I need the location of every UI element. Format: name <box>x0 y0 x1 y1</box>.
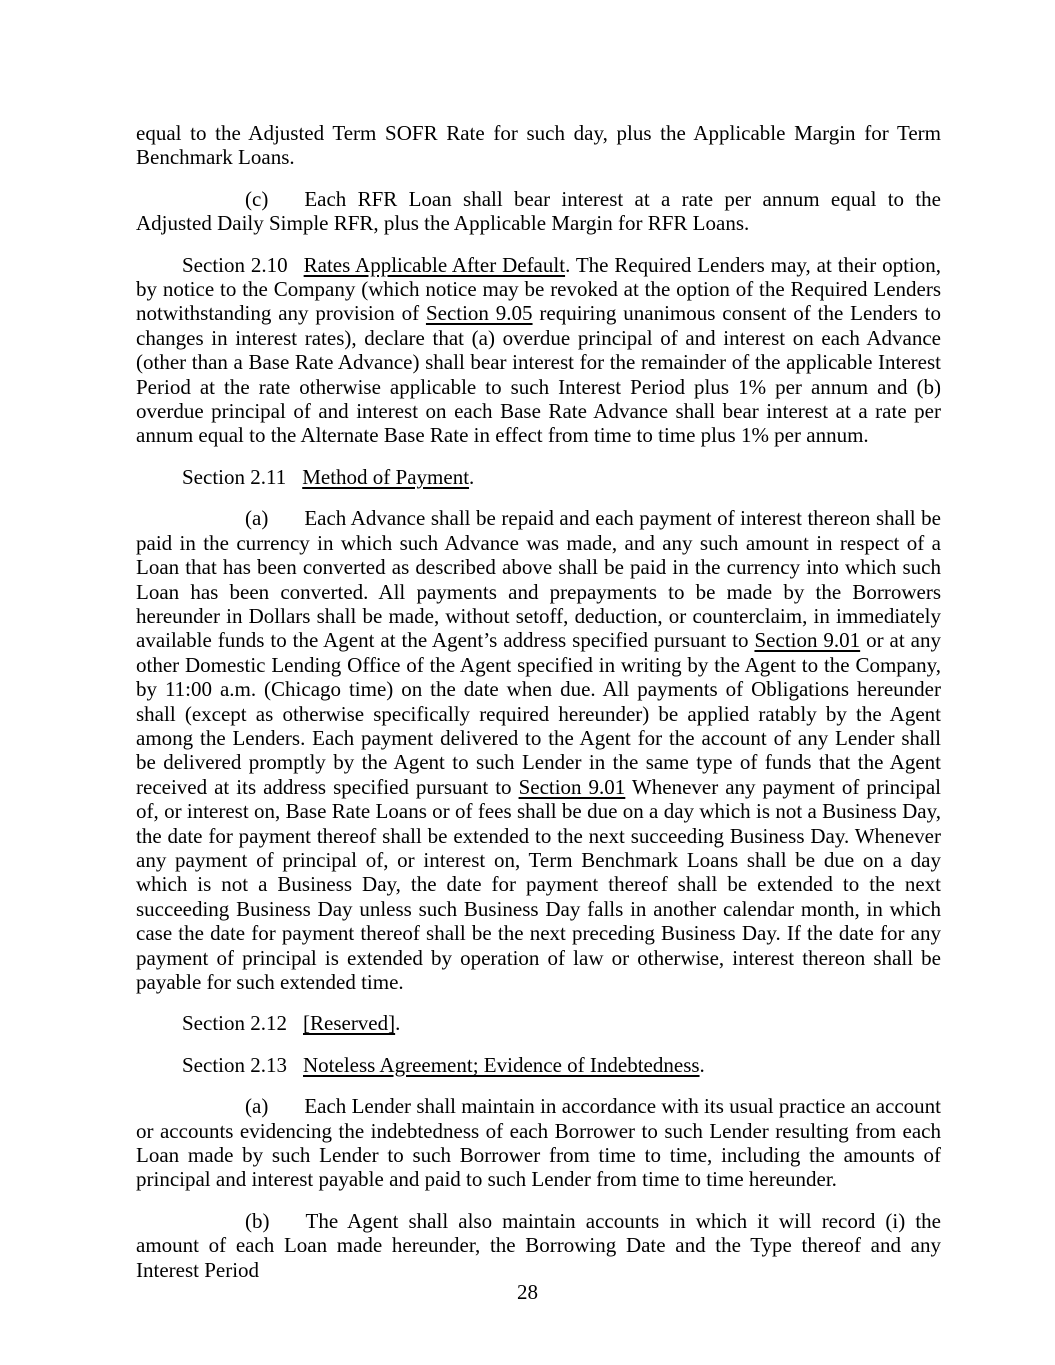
section-cross-reference: Section 9.01 <box>518 774 626 799</box>
section-2-11-heading <box>136 465 941 489</box>
paragraph-marker: (b) <box>245 1208 270 1233</box>
paragraph-marker: (a) <box>245 506 269 531</box>
section-title: Method of Payment <box>302 464 470 489</box>
section-title: Rates Applicable After Default <box>303 252 566 277</box>
section-label: Section 2.13 <box>182 1052 287 1077</box>
paragraph-marker: (a) <box>245 1094 269 1119</box>
section-label: Section 2.12 <box>182 1011 287 1036</box>
paragraph-text: Whenever any payment of principal of, or interest on, Base Rate Loans or of fees shall be due on a day which is not a Business Day, the date for payment thereof shall be extended to the next succeeding Business Day. Whenever any payment of principal of, or interest on, Term Benchmark Loans shall be due on a day which is not a Business Day, the date for payment thereof shall be extended to the next succeeding Business Day unless such Business Day falls in another calendar month, in which case the date for payment thereof shall be the next preceding Business Day. If the date for any payment of principal is extended by operation of law or otherwise, interest thereon shall be payable for such extended time. <box>136 774 941 994</box>
paragraph-text: or at any other Domestic Lending Office of the Agent specified in writing by the Agent to the Company, by 11:00 a.m. (Chicago time) on the date when due. All payments of Obligations hereunder shall (except as otherwise specifically required hereunder) be applied ratably by the Agent among the Lenders. Each payment delivered to the Agent for the account of any Lender shall be delivered promptly by the Agent to such Lender in the same type of funds that the Agent received at its address specified pursuant to <box>136 628 941 799</box>
paragraph-text: Each RFR Loan shall bear interest at a rate per annum equal to the Adjusted Daily Simple RFR, plus the Applicable Margin for RFR Loans. <box>136 186 941 236</box>
section-label: Section 2.10 <box>182 252 288 277</box>
section-label: Section 2.11 <box>182 464 287 489</box>
section-title-period: . <box>395 1011 401 1036</box>
paragraph-text: Each Advance shall be repaid and each payment of interest thereon shall be paid in the currency in which such Advance was made, and any such amount in respect of a Loan that has been converted as described above shall be paid in the currency into which such Loan has been converted. All payments and prepayments to be made by the Borrowers hereunder in Dollars shall be made, without setoff, deduction, or counterclaim, in immediately available funds to the Agent at the Agent’s address specified pursuant to <box>136 506 941 653</box>
paragraph-text: The Agent shall also maintain accounts in which it will record (i) the amount of each Loan made hereunder, the Borrowing Date and the Type thereof and any Interest Period <box>136 1208 941 1282</box>
section-2-13-heading <box>136 1053 941 1077</box>
section-title-period: . <box>699 1052 705 1077</box>
section-title: [Reserved] <box>303 1011 396 1036</box>
page-number: 28 <box>517 1280 538 1304</box>
paragraph-2-13-b <box>136 1209 941 1282</box>
paragraph-marker: (c) <box>245 186 269 211</box>
paragraph-2-13-a <box>136 1094 941 1192</box>
section-cross-reference: Section 9.05 <box>425 301 533 326</box>
section-2-10-paragraph <box>136 253 941 448</box>
section-title-period: . <box>469 464 475 489</box>
paragraph-2-9-c <box>136 187 941 236</box>
paragraph-2-11-a <box>136 506 941 994</box>
section-cross-reference: Section 9.01 <box>754 628 861 653</box>
paragraph-text: . The Required Lenders may, at their option, by notice to the Company (which notice may be revoked at the option of the Required Lenders notwithstanding any provision of <box>136 252 942 326</box>
section-title: Noteless Agreement; Evidence of Indebtedness <box>303 1052 700 1077</box>
paragraph-text: Each Lender shall maintain in accordance with its usual practice an account or accounts evidencing the indebtedness of each Borrower to such Lender resulting from each Loan made by such Lender to such Borrower from time to time, including the amounts of principal and interest payable and paid to such Lender from time to time hereunder. <box>136 1094 941 1192</box>
section-2-12-heading <box>136 1011 941 1035</box>
paragraph-continuation <box>136 121 941 170</box>
paragraph-text: equal to the Adjusted Term SOFR Rate for such day, plus the Applicable Margin for Term Benchmark Loans. <box>136 121 941 170</box>
paragraph-text: requiring unanimous consent of the Lenders to changes in interest rates), declare that (a) overdue principal of and interest on each Advance (other than a Base Rate Advance) shall bear interest for the remainder of the applicable Interest Period at the rate otherwise applicable to such Interest Period plus 1% per annum and (b) overdue principal of and interest on each Base Rate Advance shall bear interest at a rate per annum equal to the Alternate Base Rate in effect from time to time plus 1% per annum. <box>136 301 941 448</box>
